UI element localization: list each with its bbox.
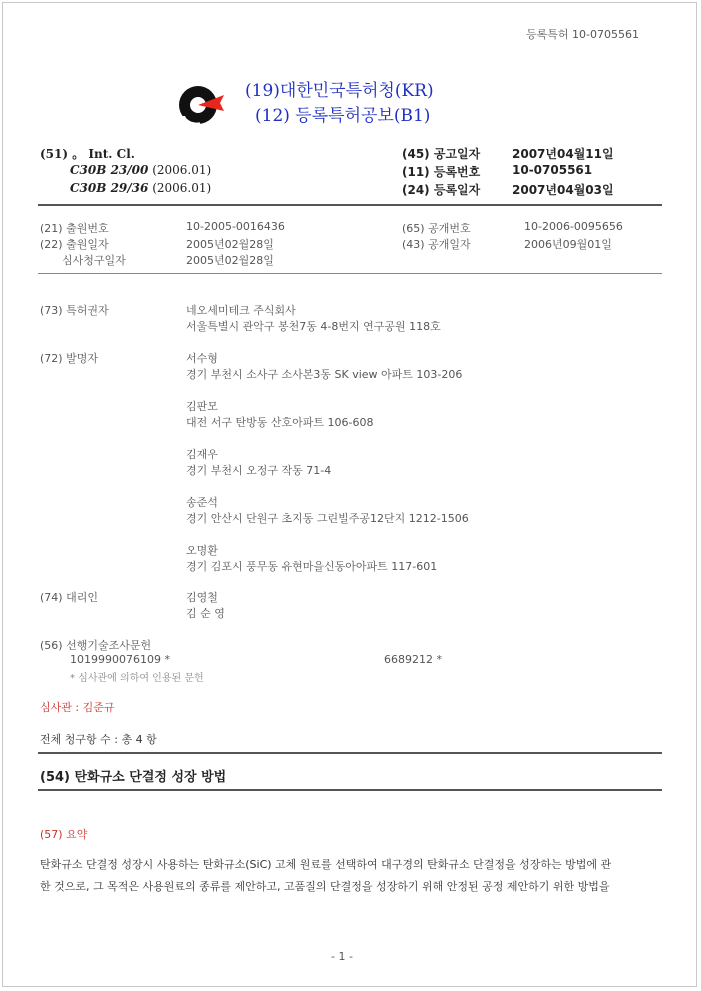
app-field-label: (43) 공개일자 xyxy=(402,238,471,251)
abstract-label: (57) 요약 xyxy=(40,828,88,841)
agent-label: (74) 대리인 xyxy=(40,591,98,604)
invention-title: (54) 탄화규소 단결정 성장 방법 xyxy=(40,770,227,785)
publication-type: (12) 등록특허공보(B1) xyxy=(255,106,431,126)
app-field-label: (21) 출원번호 xyxy=(40,222,109,235)
int-cl-version: (2006.01) xyxy=(152,163,212,177)
int-cl-code: C30B 23/00 xyxy=(70,163,149,177)
divider xyxy=(38,273,662,274)
inventor-address: 경기 김포시 풍무동 유현마을신동아아파트 117-601 xyxy=(186,560,438,573)
document-id: 등록특허 10-0705561 xyxy=(526,28,639,41)
pub-info-value: 10-0705561 xyxy=(512,163,593,177)
int-cl-row-2 xyxy=(70,181,211,195)
abstract-line: 탄화규소 단결정 성장시 사용하는 탄화규소(SiC) 고체 원료를 선택하여 대구경의 탄화규소 단결정을 성장하는 방법에 관 xyxy=(40,858,612,871)
prior-art-label: (56) 선행기술조사문헌 xyxy=(40,639,152,652)
inventor-name: 서수형 xyxy=(186,352,218,365)
patentee-label: (73) 특허권자 xyxy=(40,304,109,317)
agent-name: 김영철 xyxy=(186,591,218,604)
office-name: (19)대한민국특허청(KR) xyxy=(245,81,434,101)
inventor-address: 경기 안산시 단원구 초지동 그린빌주공12단지 1212-1506 xyxy=(186,512,469,525)
inventor-address: 경기 부천시 오정구 작동 71-4 xyxy=(186,464,332,477)
divider xyxy=(38,204,662,206)
app-field-value: 2006년09월01일 xyxy=(524,238,612,251)
inventor-name: 송준석 xyxy=(186,496,218,509)
app-field-value: 2005년02월28일 xyxy=(186,238,274,251)
pub-info-value: 2007년04월11일 xyxy=(512,147,614,161)
app-field-label: (22) 출원일자 xyxy=(40,238,109,251)
app-field-label: 심사청구일자 xyxy=(62,254,126,267)
inventors-label: (72) 발명자 xyxy=(40,352,98,365)
int-cl-version: (2006.01) xyxy=(152,181,212,195)
inventor-name: 김판모 xyxy=(186,400,218,413)
pub-info-value: 2007년04월03일 xyxy=(512,183,614,197)
int-cl-row-1 xyxy=(70,163,211,177)
inventor-address: 대전 서구 탄방동 산호아파트 106-608 xyxy=(186,416,374,429)
prior-art-doc: 6689212 * xyxy=(384,653,442,666)
pub-info-label: (11) 등록번호 xyxy=(402,165,481,179)
kipo-logo-icon xyxy=(174,78,226,130)
prior-art-doc: 1019990076109 * xyxy=(70,653,170,666)
divider xyxy=(38,789,662,791)
patentee-address: 서울특별시 관악구 봉천7동 4-8번지 연구공원 118호 xyxy=(186,320,441,333)
app-field-label: (65) 공개번호 xyxy=(402,222,471,235)
patentee-name: 네오세미테크 주식회사 xyxy=(186,304,296,317)
pub-info-label: (24) 등록일자 xyxy=(402,183,481,197)
page-number: - 1 - xyxy=(331,950,353,963)
inventor-name: 김재우 xyxy=(186,448,218,461)
examiner: 심사관 : 김준규 xyxy=(40,701,115,714)
app-field-value: 2005년02월28일 xyxy=(186,254,274,267)
divider xyxy=(38,752,662,754)
inventor-address: 경기 부천시 소사구 소사본3동 SK view 아파트 103-206 xyxy=(186,368,463,381)
claims-total: 전체 청구항 수 : 총 4 항 xyxy=(40,733,157,746)
agent-name: 김 순 영 xyxy=(186,607,225,620)
int-cl-label: (51) 。 Int. Cl. xyxy=(40,147,135,161)
abstract-line: 한 것으로, 그 목적은 사용원료의 종류를 제안하고, 고품질의 단결정을 성장하기 위해 안정된 공정 제안하기 위한 방법을 xyxy=(40,880,610,893)
int-cl-code: C30B 29/36 xyxy=(70,181,149,195)
inventor-name: 오명환 xyxy=(186,544,218,557)
prior-art-note: * 심사관에 의하여 인용된 문헌 xyxy=(70,673,204,684)
app-field-value: 10-2006-0095656 xyxy=(524,220,623,233)
pub-info-label: (45) 공고일자 xyxy=(402,147,481,161)
app-field-value: 10-2005-0016436 xyxy=(186,220,285,233)
